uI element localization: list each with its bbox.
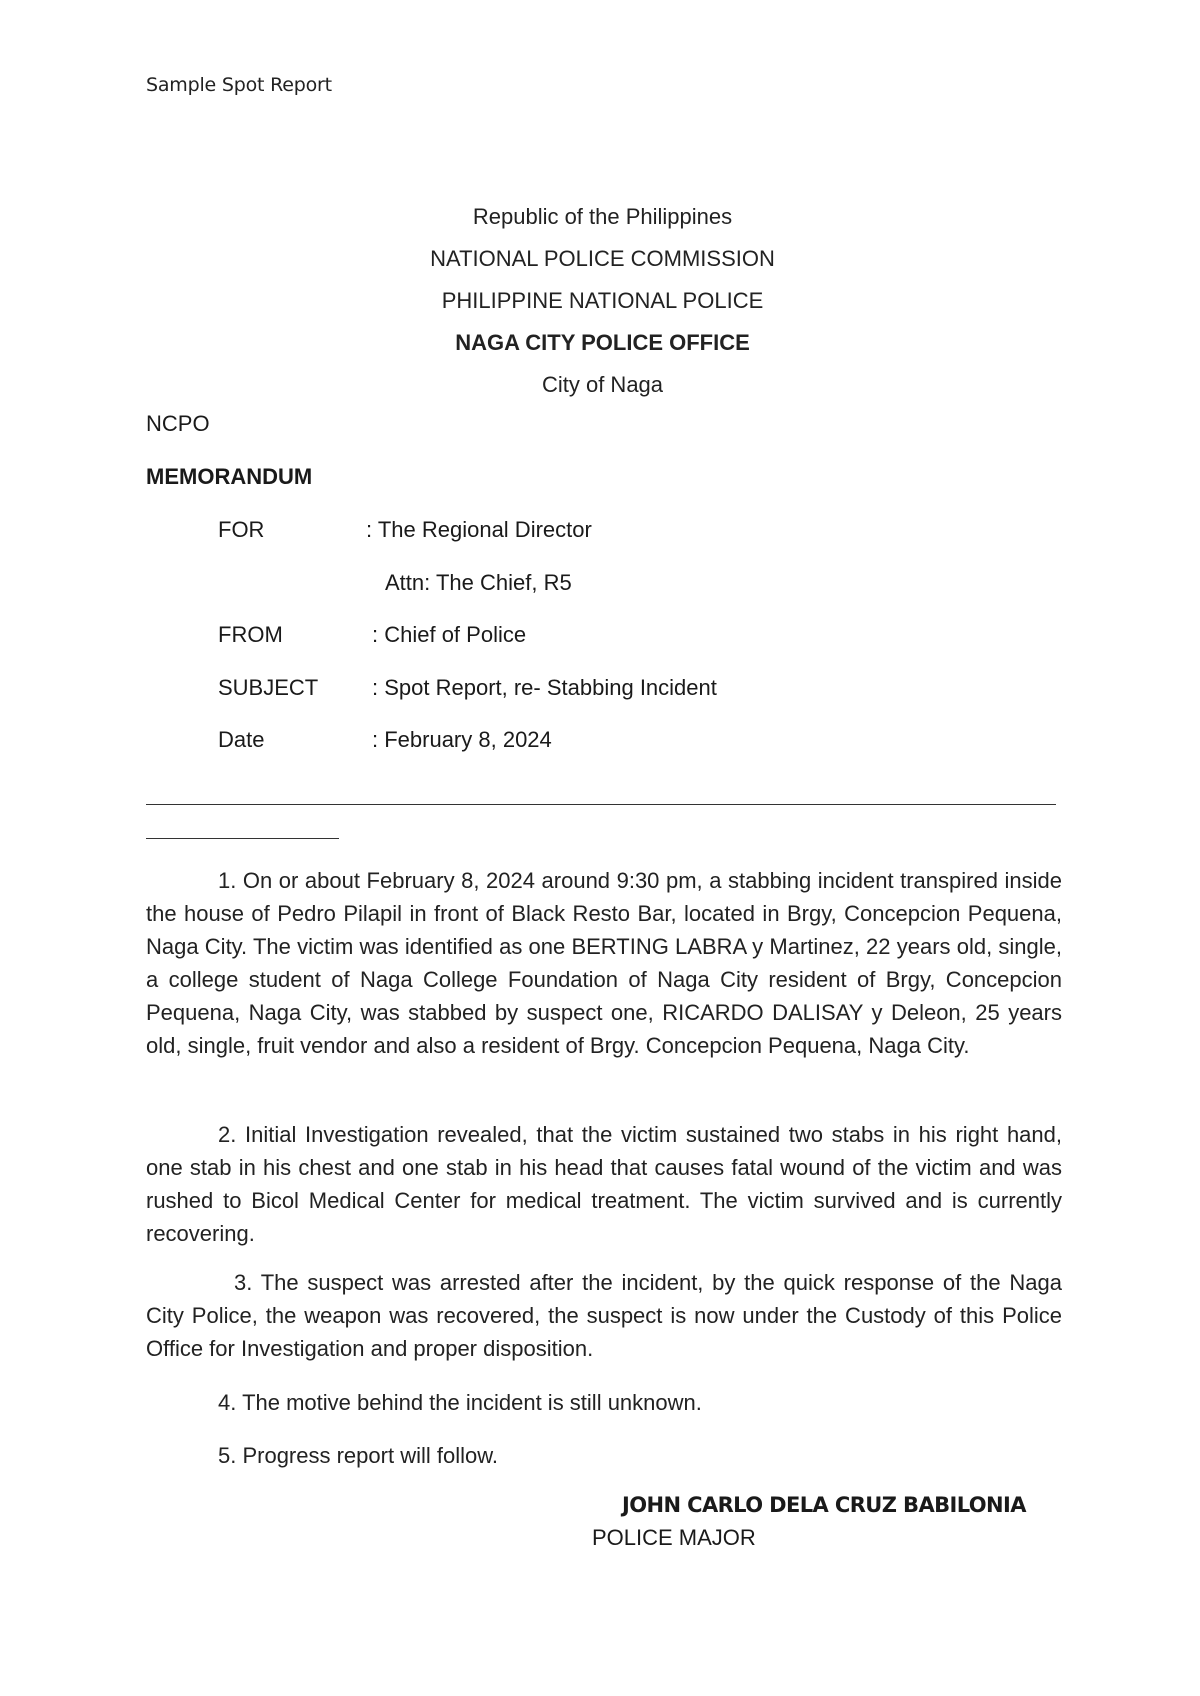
letterhead-pnp: PHILIPPINE NATIONAL POLICE — [441, 288, 764, 313]
from-value: : Chief of Police — [372, 622, 527, 647]
date-label: Date — [218, 727, 265, 752]
from-label: FROM — [218, 622, 283, 647]
subject-label: SUBJECT — [218, 675, 319, 700]
signatory-rank: POLICE MAJOR — [592, 1525, 756, 1550]
for-value: : The Regional Director — [366, 517, 592, 542]
separator-line-short — [146, 838, 339, 839]
paragraph-5: 5. Progress report will follow. — [218, 1443, 498, 1468]
paragraph-3: 3. The suspect was arrested after the incident, by the quick response of the Naga City Police, the weapon was recovered, the suspect is now under the Custody of this Police Office for Investigation and proper disposition. — [146, 1270, 1062, 1361]
letterhead-office: NAGA CITY POLICE OFFICE — [455, 330, 750, 355]
date-value: : February 8, 2024 — [372, 727, 552, 752]
paragraph-1: 1. On or about February 8, 2024 around 9:30 pm, a stabbing incident transpired inside the house of Pedro Pilapil in front of Black Resto Bar, located in Brgy, Concepcion Pequena, Naga City. The victim was identified as one BERTING LABRA y Martinez, 22 years old, single, a college student of Naga College Foundation of Naga City resident of Brgy, Concepcion Pequena, Naga City, was stabbed by suspect one, RICARDO DALISAY y Deleon, 25 years old, single, fruit vendor and also a resident of Brgy. Concepcion Pequena, Naga City. — [146, 868, 1062, 1058]
letterhead-napolcom: NATIONAL POLICE COMMISSION — [430, 246, 775, 271]
paragraph-4: 4. The motive behind the incident is still unknown. — [218, 1390, 702, 1415]
letterhead-city: City of Naga — [541, 372, 664, 397]
separator-line — [146, 804, 1056, 805]
letterhead-republic: Republic of the Philippines — [472, 204, 733, 229]
memo-title: MEMORANDUM — [146, 464, 313, 489]
attn-value: Attn: The Chief, R5 — [385, 570, 572, 595]
header-note: Sample Spot Report — [146, 74, 332, 96]
office-code: NCPO — [146, 411, 210, 436]
for-label: FOR — [218, 517, 265, 542]
subject-value: : Spot Report, re- Stabbing Incident — [372, 675, 717, 700]
signatory-name: JOHN CARLO DELA CRUZ BABILONIA — [622, 1493, 1026, 1517]
paragraph-2: 2. Initial Investigation revealed, that the victim sustained two stabs in his right hand, one stab in his chest and one stab in his head that causes fatal wound of the victim and was rushed to Bicol Medical Center for medical treatment. The victim survived and is currently recovering. — [146, 1122, 1062, 1246]
